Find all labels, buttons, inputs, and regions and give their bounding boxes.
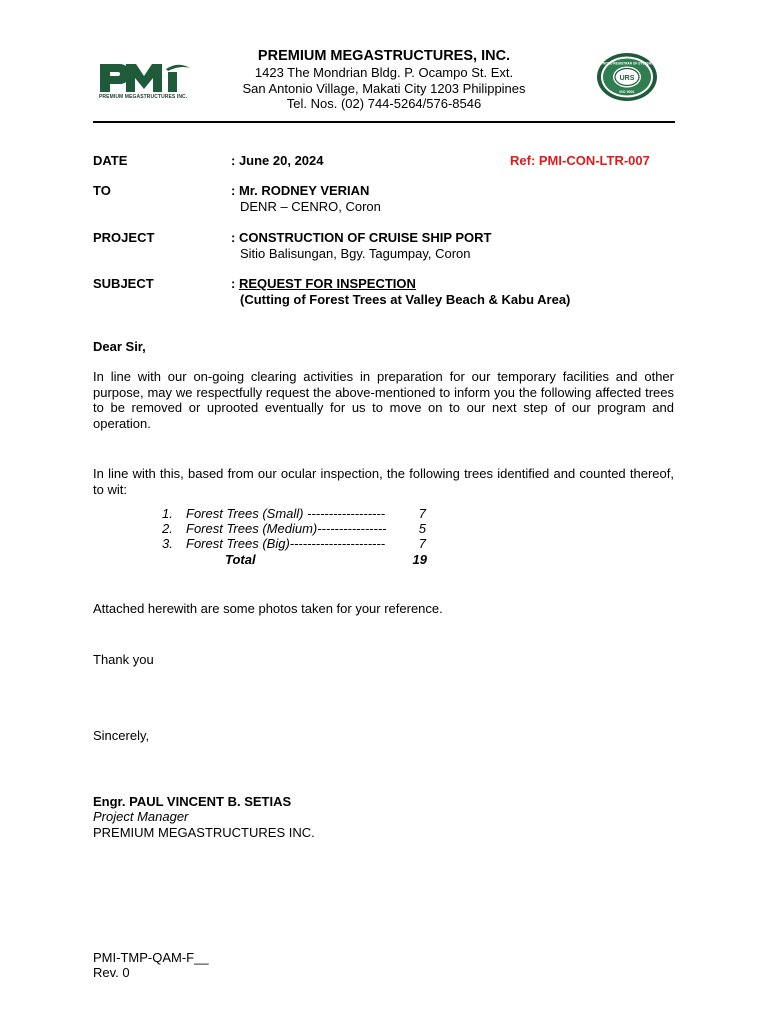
recipient-name: : Mr. RODNEY VERIAN [231, 183, 370, 198]
form-code: PMI-TMP-QAM-F__ [93, 950, 209, 965]
salutation: Dear Sir, [93, 339, 146, 354]
item-count: 7 [418, 506, 426, 521]
subject-detail: (Cutting of Forest Trees at Valley Beach & Kabu Area) [240, 292, 571, 307]
item-label: Forest Trees (Big)---------------------- [186, 536, 386, 551]
date-label: DATE [93, 153, 128, 168]
closing: Sincerely, [93, 728, 150, 743]
address-line-2: San Antonio Village, Makati City 1203 Philippines [242, 80, 526, 96]
subject-label: SUBJECT [93, 276, 154, 291]
signatory-company: PREMIUM MEGASTRUCTURES INC. [93, 825, 315, 840]
seal-bottom-text: ISO 9001 [619, 90, 635, 94]
recipient-office: DENR – CENRO, Coron [240, 199, 381, 214]
subject-title: REQUEST FOR INSPECTION [238, 276, 416, 291]
item-label: Forest Trees (Small) ------------------ [186, 506, 386, 521]
date-value [231, 153, 324, 169]
project-label: PROJECT [93, 230, 155, 245]
total-value: 19 [412, 552, 427, 567]
project-location: Sitio Balisungan, Bgy. Tagumpay, Coron [240, 246, 471, 261]
address-line-1: 1423 The Mondrian Bldg. P. Ocampo St. Ext. [254, 65, 514, 80]
header-divider [93, 121, 675, 123]
item-number: 2. [162, 521, 173, 536]
signatory-title: Project Manager [93, 809, 189, 824]
total-label: Total [225, 552, 256, 567]
iso-certification-seal [596, 52, 658, 102]
item-count: 7 [418, 536, 426, 551]
paragraph-request: In line with our on-going clearing activities in preparation for our temporary facilities and other purpose, may we respectfully request the above-mentioned to inform you the following affected trees to be removed or uprooted eventually for us to move on to our next step of our program and operation. [93, 369, 674, 432]
seal-center-text: URS [619, 75, 635, 82]
signatory-name: Engr. PAUL VINCENT B. SETIAS [93, 794, 292, 809]
attachment-note: Attached herewith are some photos taken for your reference. [93, 601, 443, 616]
project-value [231, 230, 492, 246]
list-item [162, 521, 432, 537]
thank-you: Thank you [93, 652, 154, 667]
letterhead [200, 48, 568, 112]
item-label: Forest Trees (Medium)---------------- [186, 521, 387, 536]
project-name: : CONSTRUCTION OF CRUISE SHIP PORT [231, 230, 492, 245]
subject-value [231, 276, 416, 292]
logo-subtext: PREMIUM MEGASTRUCTURES INC. [99, 94, 188, 100]
list-item [162, 506, 432, 522]
revision: Rev. 0 [93, 965, 130, 980]
list-item [162, 536, 432, 552]
phone-numbers: Tel. Nos. (02) 744-5264/576-8546 [286, 96, 482, 111]
company-logo [98, 62, 202, 102]
item-number: 3. [162, 536, 173, 551]
item-count: 5 [418, 521, 426, 536]
to-label: TO [93, 183, 111, 198]
item-number: 1. [162, 506, 173, 521]
paragraph-inspection: In line with this, based from our ocular inspection, the following trees identified and counted thereof, to wit: [93, 466, 674, 497]
subject-colon: : [231, 276, 239, 291]
to-value [231, 183, 369, 199]
date-text: : June 20, 2024 [231, 153, 324, 168]
company-name: PREMIUM MEGASTRUCTURES, INC. [257, 48, 511, 64]
pmi-logo-mark [98, 62, 202, 94]
seal-top-text: UNITED REGISTRAR OF SYSTEMS [600, 61, 654, 66]
urs-seal-icon [596, 52, 658, 102]
reference-number: Ref: PMI-CON-LTR-007 [510, 153, 650, 168]
